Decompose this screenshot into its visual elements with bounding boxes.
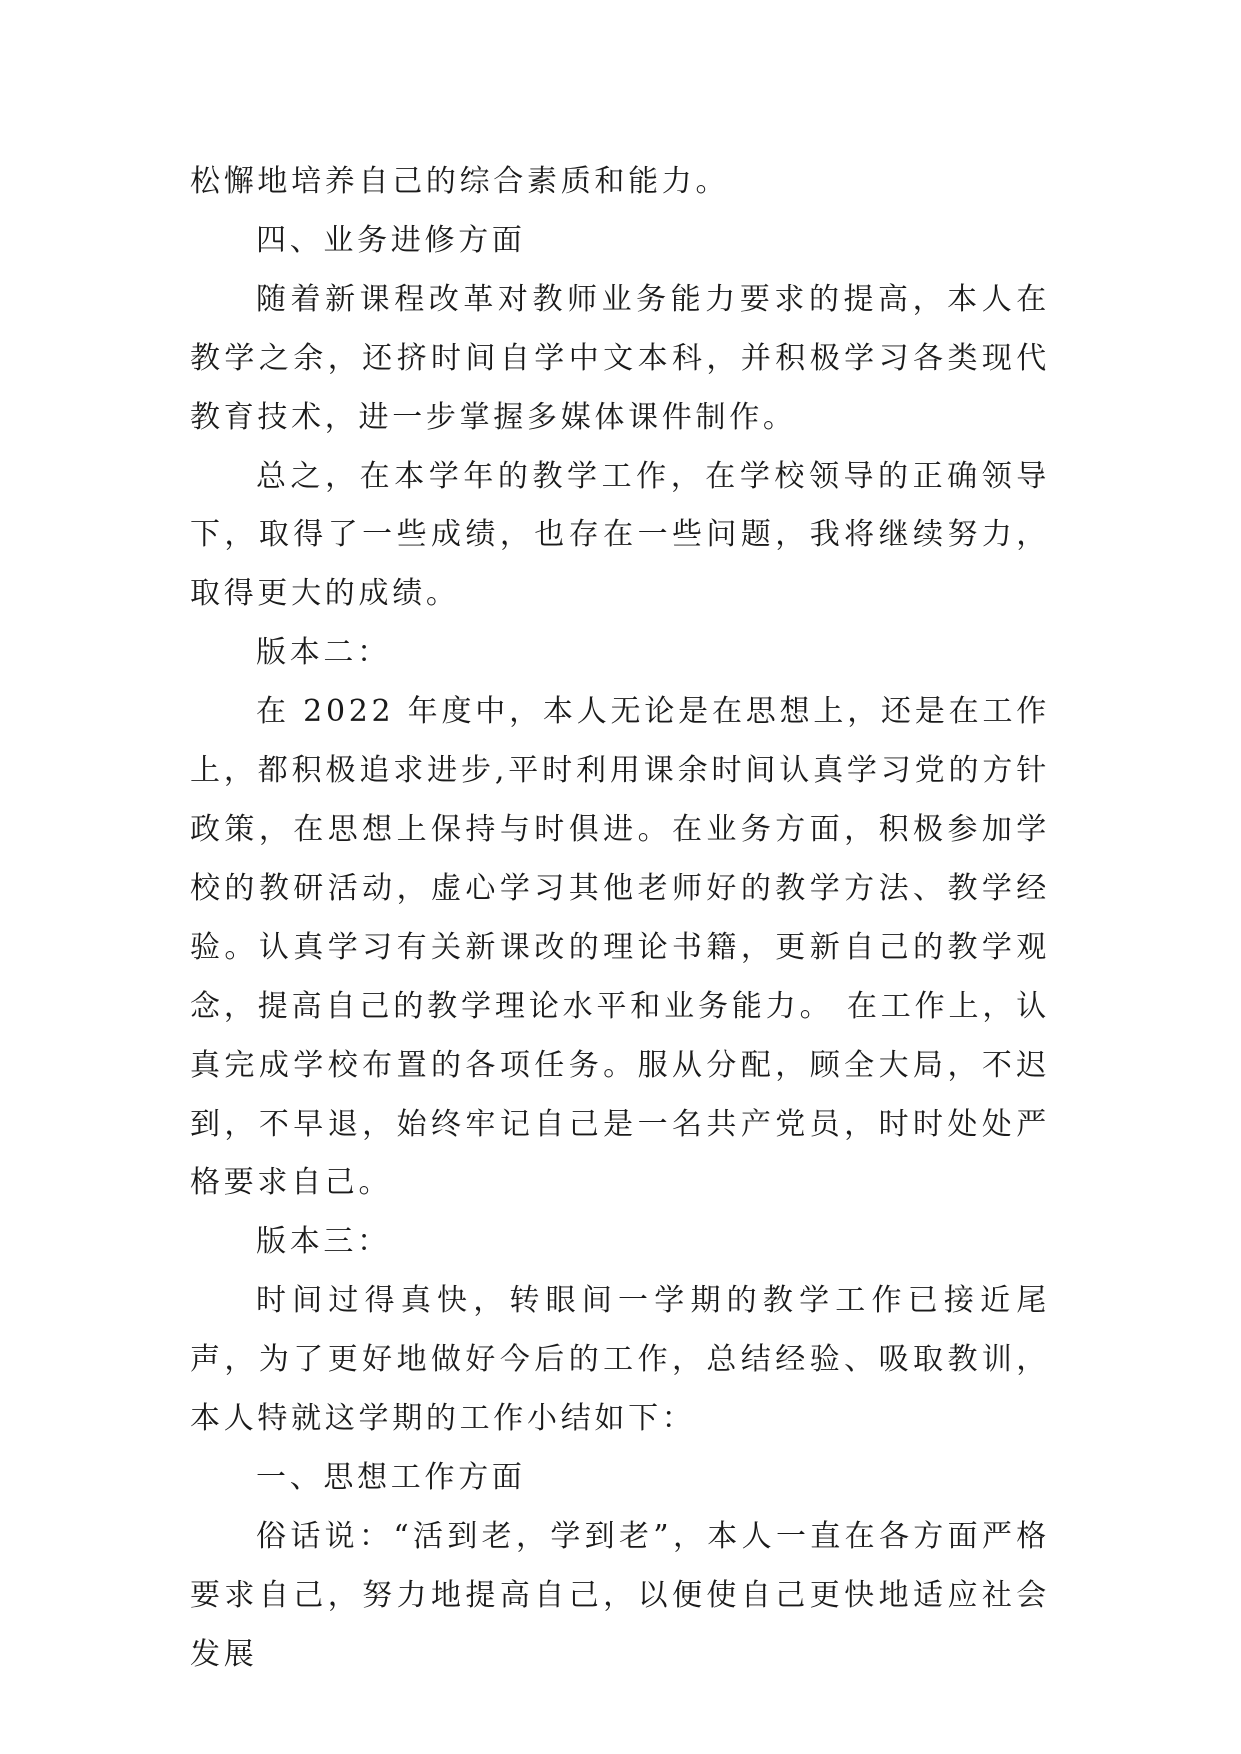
section-heading-business-study: 四、业务进修方面 — [256, 222, 526, 258]
paragraph-continuation: 松懈地培养自己的综合素质和能力。 — [190, 164, 730, 199]
paragraph-ideology: 俗话说：“活到老，学到老”，本人一直在各方面严格要求自己，努力地提高自己，以便使自己更快地适应社会发展 — [190, 1518, 1050, 1672]
paragraph-version-three-intro: 时间过得真快，转眼间一学期的教学工作已接近尾声，为了更好地做好今后的工作，总结经验、吸取教训，本人特就这学期的工作小结如下： — [190, 1283, 1050, 1437]
section-heading-ideology: 一、思想工作方面 — [256, 1459, 526, 1495]
version-two-heading: 版本二： — [256, 635, 391, 671]
paragraph-version-two: 在 2022 年度中，本人无论是在思想上，还是在工作上，都积极追求进步,平时利用课余时间认真学习党的方针政策，在思想上保持与时俱进。在业务方面，积极参加学校的教研活动，虚心学习其他老师好的教学方法、教学经验。认真学习有关新课改的理论书籍，更新自己的教学观念，提高自己的教学理论水平和业务能力。 在工作上，认真完成学校布置的各项任务。服从分配，顾全大局，不迟到，不早退，始终牢记自己是一名共产党员，时时处处严格要求自己。 — [190, 694, 1050, 1201]
paragraph-business-study: 随着新课程改革对教师业务能力要求的提高，本人在教学之余，还挤时间自学中文本科，并积极学习各类现代教育技术，进一步掌握多媒体课件制作。 — [190, 281, 1050, 435]
version-three-heading: 版本三： — [256, 1224, 391, 1260]
document-body — [190, 153, 1050, 1685]
paragraph-summary: 总之，在本学年的教学工作，在学校领导的正确领导下，取得了一些成绩，也存在一些问题，我将继续努力，取得更大的成绩。 — [190, 458, 1050, 612]
